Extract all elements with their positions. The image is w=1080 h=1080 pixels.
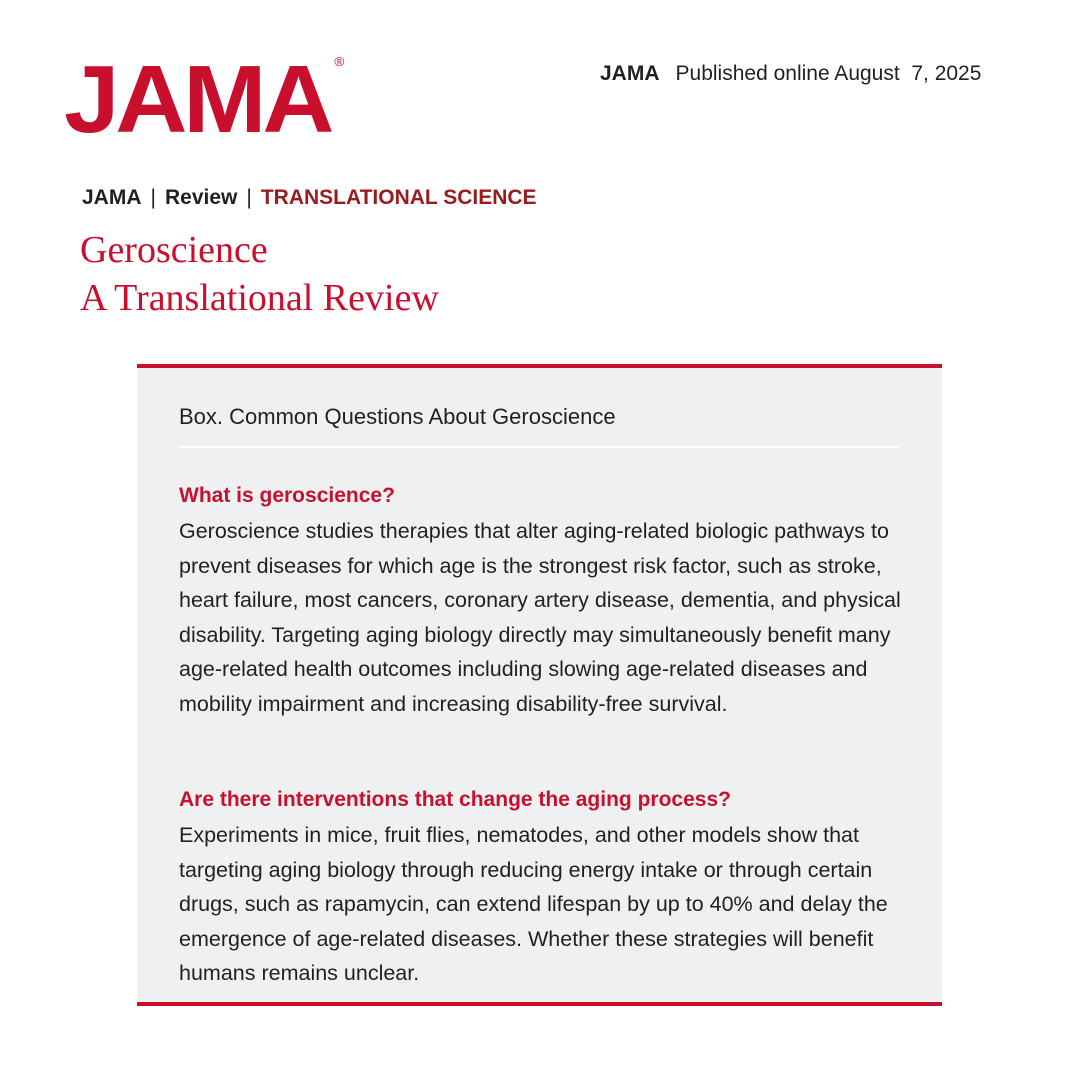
- journal-name: JAMA: [600, 62, 660, 85]
- faq-question: What is geroscience?: [179, 484, 395, 507]
- breadcrumb-journal: JAMA: [82, 186, 142, 209]
- published-date: Published online August 7, 2025: [675, 62, 982, 85]
- faq-question: Are there interventions that change the aging process?: [179, 788, 731, 811]
- article-title-subtitle: A Translational Review: [80, 277, 439, 319]
- logo-text: JAMA: [64, 46, 331, 153]
- article-title: [80, 226, 439, 322]
- registered-mark: ®: [334, 54, 345, 69]
- box-title: Box. Common Questions About Geroscience: [179, 404, 616, 429]
- breadcrumb-separator: |: [246, 186, 252, 209]
- faq-answer: Experiments in mice, fruit flies, nematodes, and other models show that targeting aging biology through reducing energy intake or through certain drugs, such as rapamycin, can extend lifespan by up to 40% and delay the emergence of age-related diseases. Whether these strategies will benefit humans remains unclear.: [179, 823, 888, 986]
- jama-logo: [64, 46, 345, 153]
- article-title-main: Geroscience: [80, 229, 268, 271]
- faq-box: [137, 364, 942, 1006]
- breadcrumb-type: Review: [164, 186, 238, 209]
- breadcrumb-separator: |: [150, 186, 156, 209]
- breadcrumb: [82, 186, 537, 210]
- breadcrumb-category: TRANSLATIONAL SCIENCE: [260, 186, 537, 209]
- publication-line: [600, 62, 981, 86]
- faq-answer: Geroscience studies therapies that alter aging-related biologic pathways to prevent diseases for which age is the strongest risk factor, such as stroke, heart failure, most cancers, coronary artery disease, dementia, and physical disability. Targeting aging biology directly may simultaneously benefit many age-related health outcomes including slowing age-related diseases and mobility impairment and increasing disability-free survival.: [179, 519, 901, 716]
- box-divider: [179, 446, 899, 448]
